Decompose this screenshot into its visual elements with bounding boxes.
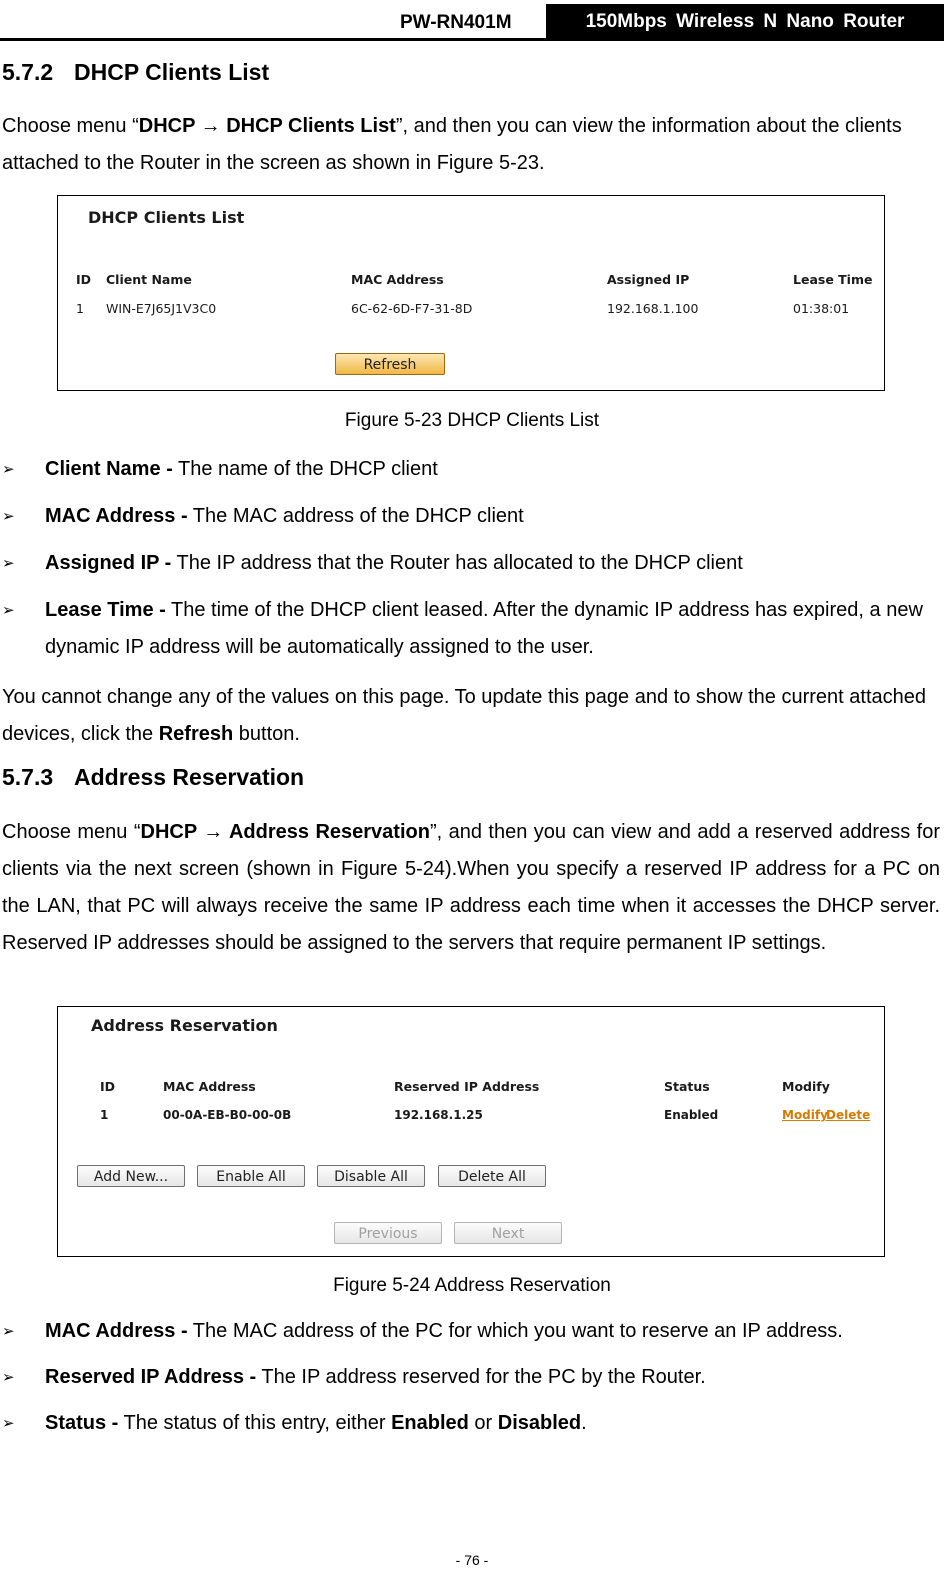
bullet-arrow-icon: ➢ xyxy=(2,555,15,572)
figure-address-reservation xyxy=(57,1006,885,1257)
bullet-arrow-icon: ➢ xyxy=(2,602,15,619)
field-list-573 xyxy=(2,1313,940,1452)
list-item xyxy=(2,592,940,666)
term: Client Name - xyxy=(45,458,173,480)
menu-dhcp: DHCP xyxy=(140,821,197,843)
bullet-arrow-icon: ➢ xyxy=(2,508,15,525)
description: The name of the DHCP client xyxy=(172,458,438,480)
section-title: Address Reservation xyxy=(74,764,305,790)
figure-reference: Figure 5-23 xyxy=(436,152,539,174)
page-number: - 76 - xyxy=(455,1552,489,1568)
term: Assigned IP - xyxy=(45,552,172,574)
menu-arrow: → xyxy=(196,821,229,843)
description: The time of the DHCP client leased. After the dynamic IP address has expired, a new dynamic IP address will be automatically assigned to the user. xyxy=(45,599,923,658)
table-cell-mac-address: 00-0A-EB-B0-00-0B xyxy=(163,1108,292,1122)
list-item xyxy=(2,451,940,488)
header-title: 150Mbps Wireless N Nano Router xyxy=(546,4,944,38)
column-header-mac-address: MAC Address xyxy=(351,272,444,287)
menu-address-reservation: Address Reservation xyxy=(228,821,430,843)
column-header-status: Status xyxy=(664,1079,710,1094)
text: . xyxy=(539,152,545,174)
text: You cannot change any of the values on this page. To update this page and to show the current attached devices, click the xyxy=(2,686,927,745)
list-item xyxy=(2,498,940,535)
column-header-assigned-ip: Assigned IP xyxy=(607,272,690,287)
figure-dhcp-clients-list xyxy=(57,195,885,391)
section-heading-572 xyxy=(2,59,269,86)
term: MAC Address - xyxy=(45,1320,188,1342)
term: MAC Address - xyxy=(45,505,188,527)
intro-paragraph-573 xyxy=(2,814,940,962)
section-title: DHCP Clients List xyxy=(74,59,270,85)
table-cell-assigned-ip: 192.168.1.100 xyxy=(607,301,699,316)
table-cell-lease-time: 01:38:01 xyxy=(793,301,850,316)
list-item xyxy=(2,1313,940,1350)
table-cell-mac-address: 6C-62-6D-F7-31-8D xyxy=(351,301,473,316)
disable-all-button[interactable]: Disable All xyxy=(317,1165,425,1187)
table-cell-reserved-ip: 192.168.1.25 xyxy=(394,1108,483,1122)
column-header-reserved-ip: Reserved IP Address xyxy=(394,1079,540,1094)
table-cell-id: 1 xyxy=(100,1108,109,1122)
disabled-term: Disabled xyxy=(497,1412,582,1434)
description: The MAC address of the DHCP client xyxy=(187,505,524,527)
text: . xyxy=(581,1412,587,1434)
header-rule xyxy=(0,38,944,41)
table-cell-id: 1 xyxy=(76,301,84,316)
figure-caption-523: Figure 5-23 DHCP Clients List xyxy=(344,410,600,431)
list-item xyxy=(2,1359,940,1396)
description: The IP address that the Router has allocated to the DHCP client xyxy=(171,552,743,574)
previous-button[interactable]: Previous xyxy=(334,1222,442,1244)
section-number: 5.7.3 xyxy=(2,764,54,790)
bullet-arrow-icon: ➢ xyxy=(2,1415,15,1432)
term: Reserved IP Address - xyxy=(45,1366,257,1388)
bullet-arrow-icon: ➢ xyxy=(2,1323,15,1340)
column-header-id: ID xyxy=(100,1079,116,1094)
delete-all-button[interactable]: Delete All xyxy=(438,1165,546,1187)
note-paragraph-572 xyxy=(2,679,940,753)
section-number: 5.7.2 xyxy=(2,59,54,85)
text: button. xyxy=(233,723,300,745)
description: The status of this entry, either xyxy=(118,1412,392,1434)
description: The MAC address of the PC for which you want to reserve an IP address. xyxy=(187,1320,843,1342)
column-header-lease-time: Lease Time xyxy=(793,272,873,287)
enabled-term: Enabled xyxy=(391,1412,469,1434)
term: Status - xyxy=(45,1412,119,1434)
column-header-modify: Modify xyxy=(782,1079,830,1094)
description: The IP address reserved for the PC by the Router. xyxy=(256,1366,706,1388)
column-header-mac-address: MAC Address xyxy=(163,1079,256,1094)
text: Choose menu “ xyxy=(2,821,141,843)
add-new-button[interactable]: Add New... xyxy=(77,1165,185,1187)
menu-dhcp: DHCP xyxy=(138,115,196,137)
section-heading-573 xyxy=(2,764,304,791)
enable-all-button[interactable]: Enable All xyxy=(197,1165,305,1187)
header-model: PW-RN401M xyxy=(400,12,512,33)
bullet-arrow-icon: ➢ xyxy=(2,1369,15,1386)
refresh-reference: Refresh xyxy=(158,723,234,745)
table-cell-client-name: WIN-E7J65J1V3C0 xyxy=(106,301,217,316)
intro-paragraph-572 xyxy=(2,108,940,182)
list-item xyxy=(2,1405,940,1442)
list-item xyxy=(2,545,940,582)
bullet-arrow-icon: ➢ xyxy=(2,461,15,478)
refresh-button[interactable]: Refresh xyxy=(335,353,445,375)
panel-title: DHCP Clients List xyxy=(88,208,245,227)
text: or xyxy=(468,1412,498,1434)
term: Lease Time - xyxy=(45,599,166,621)
field-list-572 xyxy=(2,451,940,676)
delete-link[interactable]: Delete xyxy=(826,1108,871,1122)
menu-dhcp-clients-list: DHCP Clients List xyxy=(226,115,396,137)
next-button[interactable]: Next xyxy=(454,1222,562,1244)
panel-title: Address Reservation xyxy=(91,1016,278,1035)
text: ”, and then you can view and add a reserved address for clients via the next screen (shown in Figure 5-24).When you specify a reserved IP address for a PC on the LAN, that PC will always receive the same IP address each time when it accesses the DHCP server. Reserved IP addresses should be assigned to the servers that require permanent IP settings. xyxy=(2,821,940,954)
column-header-client-name: Client Name xyxy=(106,272,192,287)
figure-caption-524: Figure 5-24 Address Reservation xyxy=(333,1275,611,1296)
table-cell-status: Enabled xyxy=(664,1108,719,1122)
text: Choose menu “ xyxy=(2,115,139,137)
modify-link[interactable]: Modify xyxy=(782,1108,828,1122)
menu-arrow: → xyxy=(195,115,227,137)
column-header-id: ID xyxy=(76,272,92,287)
text: ”, and then you can view the information about the clients attached to the Router in the screen as shown in xyxy=(2,115,902,174)
